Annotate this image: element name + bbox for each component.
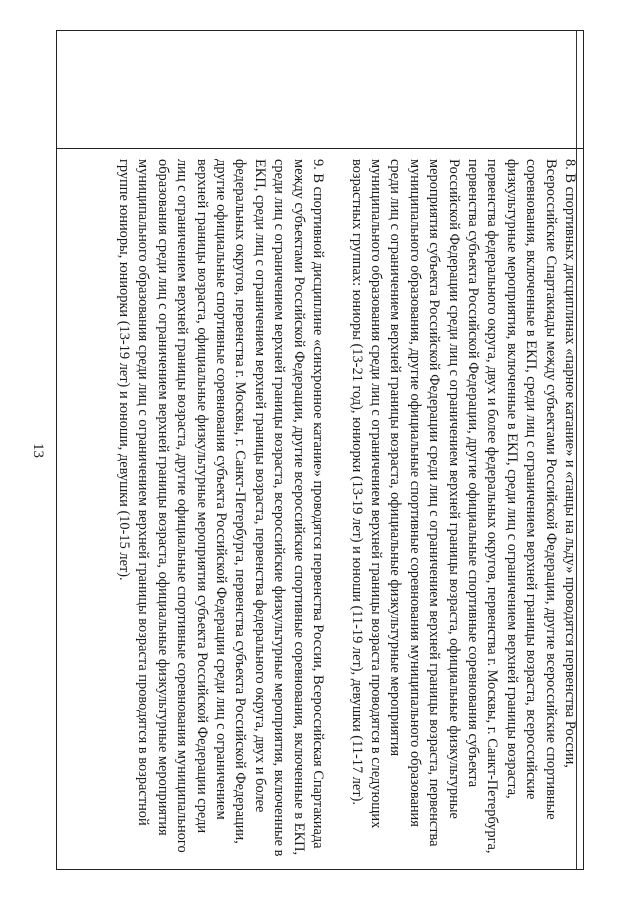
- table-divider: [576, 149, 577, 869]
- document-table: [56, 30, 584, 870]
- section-9-text: 9. В спортивной дисциплине «синхронное катание» проводятся первенства России, Всероссийская Спартакиада между субъектами Российской Федерации, другие всероссийские спортивные соревнования, включенные в ЕКП, среди лиц с ограничением верхней границы возраста, всероссийские физкультурные мероприятия, включенные в ЕКП, среди лиц с ограничением верхней границы возраста, первенства федерального округа, двух и более федеральных округов, первенства г. Москвы, г. Санкт-Петербурга, первенства субъекта Российской Федерации, другие официальные спортивные соревнования субъекта Российской Федерации среди лиц с ограничением верхней границы возраста, официальные физкультурные мероприятия субъекта Российской Федерации среди лиц с ограничением верхней границы возраста, другие официальные спортивные соревнования муниципального образования среди лиц с ограничением верхней границы возраста, официальные физкультурные мероприятия муниципального образования среди лиц с ограничением верхней границы возраста проводятся в возрастной группе юниоры, юниорки (13-19 лет) и юноши, девушки (10-15 лет).: [116, 159, 327, 857]
- table-text-column: [57, 149, 583, 869]
- table-empty-column: [57, 31, 583, 149]
- page-number: 13: [30, 443, 46, 458]
- section-8-text: 8. В спортивных дисциплинах «парное катание» и «танцы на льду» проводятся первенства России, Всероссийские Спартакиады между субъектами Российской Федерации, другие всероссийские спортивные соревнования, включенные в ЕКП, среди лиц с ограничением верхней границы возраста, всероссийские физкультурные мероприятия, включенные в ЕКП, среди лиц с ограничением верхней границы возраста, первенства федерального округа, двух и более федеральных округов, первенства г. Москвы, г. Санкт-Петербурга, первенства субъекта Российской Федерации, другие официальные спортивные соревнования субъекта Российской Федерации среди лиц с ограничением верхней границы возраста, официальные физкультурные мероприятия субъекта Российской Федерации среди лиц с ограничением верхней границы возраста, первенства муниципального образования, другие официальные спортивные соревнования муниципального образования среди лиц с ограничением верхней границы возраста, официальные физкультурные мероприятия муниципального образования среди лиц с ограничением верхней границы возраста проводятся в следующих возрастных группах: юниоры (13-21 год), юниорки (13-19 лет) и юноши (11-19 лет), девушки (11-17 лет).: [348, 159, 578, 854]
- rotated-page-content: [56, 30, 584, 870]
- table-divider: [576, 31, 577, 148]
